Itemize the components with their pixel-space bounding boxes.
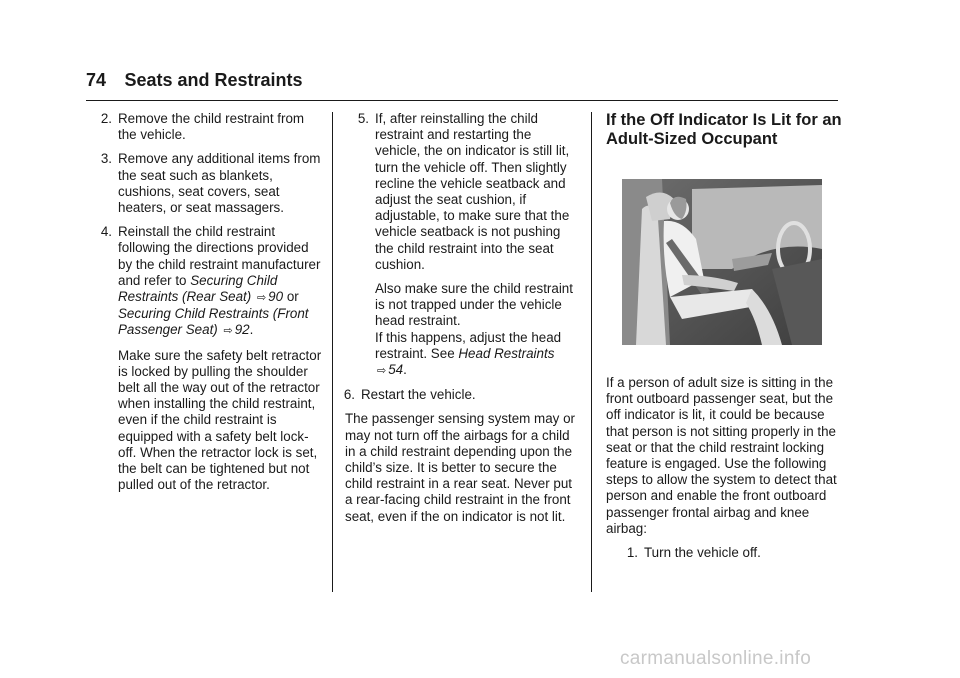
item-text: Remove the child restraint from the vehicle. xyxy=(118,111,305,143)
list-item xyxy=(88,224,324,493)
watermark: carmanualsonline.info xyxy=(620,648,812,669)
subparagraph-text: If this happens, adjust the head restraint. See xyxy=(375,329,562,361)
column-divider-1 xyxy=(332,112,333,592)
column-3 xyxy=(606,111,844,569)
conjunction-text: or xyxy=(286,289,299,305)
cross-reference-link[interactable]: Securing Child Restraints (Front Passenger Seat) xyxy=(118,306,309,338)
item-subparagraph xyxy=(375,281,580,379)
page-reference[interactable]: 92 xyxy=(234,322,250,338)
list-item xyxy=(614,545,844,561)
list-item xyxy=(331,387,580,403)
item-number: 3. xyxy=(100,151,112,167)
column-2 xyxy=(345,111,580,533)
item-number: 6. xyxy=(343,387,355,403)
item-text-lead: Reinstall the child restraint following the directions provided by the child restraint manufacturer and refer to xyxy=(118,224,321,288)
item-text xyxy=(118,224,324,339)
body-paragraph: If a person of adult size is sitting in the front outboard passenger seat, but the off indicator is lit, it could be because that person is not sitting properly in the seat or that the child restraint locking feature is engaged. Use the following steps to allow the system to detect that person and enable the front outboard passenger frontal airbag and knee airbag: xyxy=(606,375,837,536)
item-text: Turn the vehicle off. xyxy=(644,545,761,561)
page-number: 74 xyxy=(86,70,107,90)
page-header xyxy=(86,70,838,91)
body-paragraph: The passenger sensing system may or may not turn off the airbags for a child in a child restraint depending upon the child’s size. It is better to secure the child restraint in a rear seat. Never put a rear-facing child restraint in the front seat, even if the on indicator is not lit. xyxy=(345,411,575,524)
list-item xyxy=(345,111,580,379)
cross-reference-link[interactable]: Securing Child Restraints (Rear Seat) xyxy=(118,272,278,305)
item-number: 2. xyxy=(100,111,112,126)
item-number: 4. xyxy=(100,224,112,240)
item-text: If, after reinstalling the child restraint and restarting the vehicle, the on indicator is still lit, turn the vehicle off. Then slightly recline the vehicle seatback and adjust the seat cushion, if adjustable, to make sure that the vehicle seatback is not pushing the child restraint into the seat cushion. xyxy=(375,111,570,272)
subparagraph-text: Also make sure the child restraint is not trapped under the vehicle head restraint. xyxy=(375,281,573,329)
column-1 xyxy=(88,111,324,501)
page-reference[interactable]: 54 xyxy=(388,362,404,378)
section-heading: If the Off Indicator Is Lit for an Adult-Sized Occupant xyxy=(606,111,842,148)
period: . xyxy=(403,362,407,378)
cross-reference-link[interactable]: Head Restraints xyxy=(458,345,555,361)
section-title: Seats and Restraints xyxy=(124,70,303,90)
item-text: Remove any additional items from the seat such as blankets, cushions, seat covers, seat heaters, or seat massagers. xyxy=(118,151,321,216)
list-item xyxy=(88,111,324,143)
page-ref-arrow-icon: ⇨ xyxy=(377,365,387,378)
item-number: 5. xyxy=(357,111,369,126)
header-rule xyxy=(86,100,838,101)
page-reference[interactable]: 90 xyxy=(268,289,284,305)
item-subparagraph: Make sure the safety belt retractor is locked by pulling the shoulder belt all the way out of the retractor when installing the child restraint, even if the child restraint is equipped with a safety belt lock-off. When the retractor lock is set, the belt can be tightened but not pulled out of the retractor. xyxy=(118,347,322,493)
period: . xyxy=(249,322,254,338)
item-text: Restart the vehicle. xyxy=(361,387,476,403)
page-ref-arrow-icon: ⇨ xyxy=(256,292,267,305)
column-divider-2 xyxy=(591,112,592,592)
list-item xyxy=(88,151,324,216)
page-ref-arrow-icon: ⇨ xyxy=(223,325,233,338)
adult-occupant-illustration xyxy=(622,179,822,345)
item-number: 1. xyxy=(626,545,638,561)
